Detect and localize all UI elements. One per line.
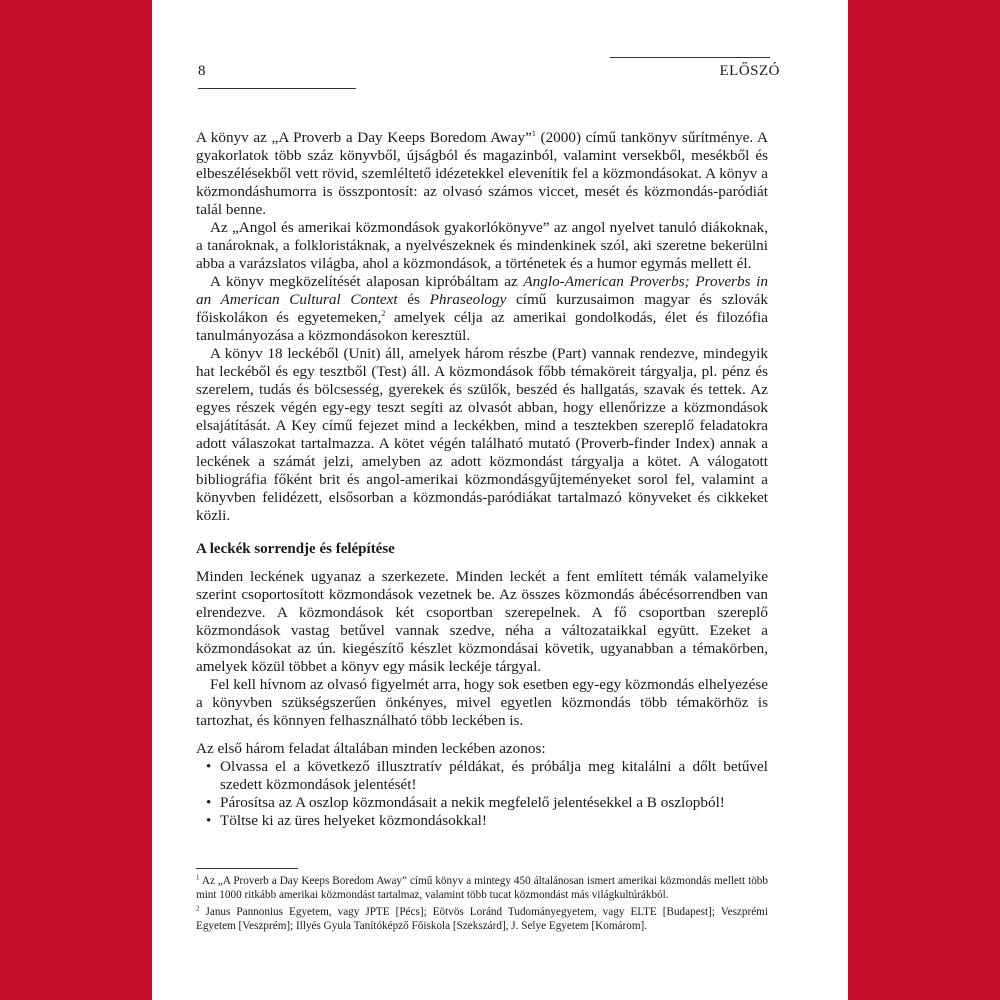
section-heading: A leckék sorrendje és felépítése — [196, 541, 395, 557]
list-item-text: Töltse ki az üres helyeket közmondásokkal! — [220, 812, 487, 829]
header-rule-left — [198, 88, 356, 89]
footnote-text: Az „A Proverb a Day Keeps Boredom Away” című könyv a mintegy 450 általánosan ismert amerikai közmondás mellett több mint 1000 ritkább amerikai közmondást tartalmaz, valamint több tucat közmondást más világkultúrákból. — [196, 875, 768, 901]
page-number: 8 — [198, 63, 206, 79]
paragraph-1 — [196, 129, 768, 219]
paragraph-4: A könyv 18 leckéből (Unit) áll, amelyek három részbe (Part) vannak rendezve, mindegyik hat leckéből és egy tesztből (Test) áll. A közmondások főbb témaköreit tárgyalja, pl. pénz és szerelem, tudás és bölcsesség, gyerekek és szülők, beszéd és hallgatás, szavak és tettek. Az egyes részek végén egy-egy teszt segíti az olvasót abban, hogy ellenőrizze a közmondások elsajátítását. A Key című fejezet mind a leckékben, mind a tesztekben szereplő feladatokra adott válaszokat tartalmazza. A kötet végén található mutató (Proverb-finder Index) annak a leckének a számát jelzi, amelyben az adott közmondást tárgyalja a kötet. A válogatott bibliográfia főként brit és angol-amerikai közmondásgyűjteményeket sorol fel, valamint a könyvben felidézett, elsősorban a közmondás-paródiákat tartalmazó könyveket és cikkeket közli. — [196, 345, 768, 524]
footnote-ref-1: 1 — [531, 128, 536, 138]
paragraph-3-text-c: című kurzusaimon magyar és szlovák főiskolákon és egyetemeken, — [196, 291, 768, 326]
course-title-2: Phraseology — [429, 291, 507, 308]
footnote-ref-2: 2 — [381, 308, 386, 318]
list-item — [206, 758, 768, 794]
header-rule-right — [610, 57, 770, 58]
task-list-block — [196, 740, 768, 830]
footnote-1 — [196, 874, 768, 902]
footnote-2 — [196, 905, 768, 933]
paragraph-1-text-b: (2000) című tankönyv sűrítménye. A gyakorlatok több száz könyvből, újságból és magazinból, valamint versekből, mesékből és elbeszélésekből vett rövid, szemléltető idézetekkel elevenítik fel a közmondásokat. A könyv a közmondáshumorra is összpontosít: az olvasó számos viccet, mesét és közmondás-paródiát talál benne. — [196, 129, 768, 218]
paragraph-2: Az „Angol és amerikai közmondások gyakorlókönyve” az angol nyelvet tanuló diákoknak, a tanároknak, a folkloristáknak, a nyelvészeknek és mindenkinek szól, aki szeretne bekerülni abba a varázslatos világba, ahol a közmondások, a történetek és a humor egymás mellett él. — [196, 219, 768, 272]
paragraph-3-text-d: amelyek célja az amerikai gondolkodás, élet és filozófia tanulmányozása a közmondásokon keresztül. — [196, 309, 768, 344]
footnote-text: Janus Pannonius Egyetem, vagy JPTE [Pécs]; Eötvös Loránd Tudományegyetem, vagy ELTE [Budapest]; Veszprémi Egyetem [Veszprém]; Illyés Gyula Tanítóképző Főiskola [Szekszárd], J. Selye Egyetem [Komárom]. — [196, 906, 768, 932]
list-item-text: Párosítsa az A oszlop közmondásait a nekik megfelelő jelentésekkel a B oszlopból! — [220, 794, 725, 811]
footnote-mark: 1 — [196, 873, 200, 882]
course-title-1: Anglo-American Proverbs; Proverbs in an American Cultural Context — [196, 273, 768, 308]
footnote-mark: 2 — [196, 904, 200, 913]
list-item — [206, 794, 768, 812]
book-page — [152, 0, 848, 1000]
paragraph-3 — [196, 273, 768, 345]
footnotes — [196, 874, 768, 936]
bullet-icon: • — [206, 794, 212, 811]
paragraph-3-text-a: A könyv megközelítését alaposan kipróbáltam az — [210, 273, 524, 290]
foreword-body — [196, 129, 768, 525]
paragraph-3-text-b: és — [397, 291, 430, 308]
task-intro: Az első három feladat általában minden leckében azonos: — [196, 740, 546, 757]
bullet-icon: • — [206, 812, 212, 829]
list-item — [206, 812, 768, 830]
running-head: ELŐSZÓ — [719, 63, 780, 79]
section-paragraph-2: Fel kell hívnom az olvasó figyelmét arra, hogy sok esetben egy-egy közmondás elhelyezése a könyvben szükségszerűen önkényes, mivel egyetlen közmondás több témakörhöz is tartozhat, és könnyen felhasználható több leckében is. — [196, 676, 768, 729]
bullet-icon: • — [206, 758, 212, 775]
list-item-text: Olvassa el a következő illusztratív példákat, és próbálja meg kitalálni a dőlt betűvel szedett közmondások jelentését! — [220, 758, 768, 793]
section-paragraph-1: Minden leckének ugyanaz a szerkezete. Minden leckét a fent említett témák valamelyike szerint csoportosított közmondások vezetnek be. Az összes közmondás ábécésorrendben van elrendezve. A közmondások két csoportban szerepelnek. A fő csoportban szereplő közmondások vastag betűvel vannak szedve, néha a változataikkal együtt. Ezeket a közmondásokat az ún. kiegészítő készlet közmondásai követik, ugyanabban a témakörben, amelyek közül többet a könyv egy másik leckéje tárgyal. — [196, 568, 768, 675]
section-body — [196, 568, 768, 730]
footnote-rule — [196, 868, 298, 869]
paragraph-1-text-a: A könyv az „A Proverb a Day Keeps Boredom Away” — [196, 129, 532, 146]
task-list — [196, 758, 768, 830]
